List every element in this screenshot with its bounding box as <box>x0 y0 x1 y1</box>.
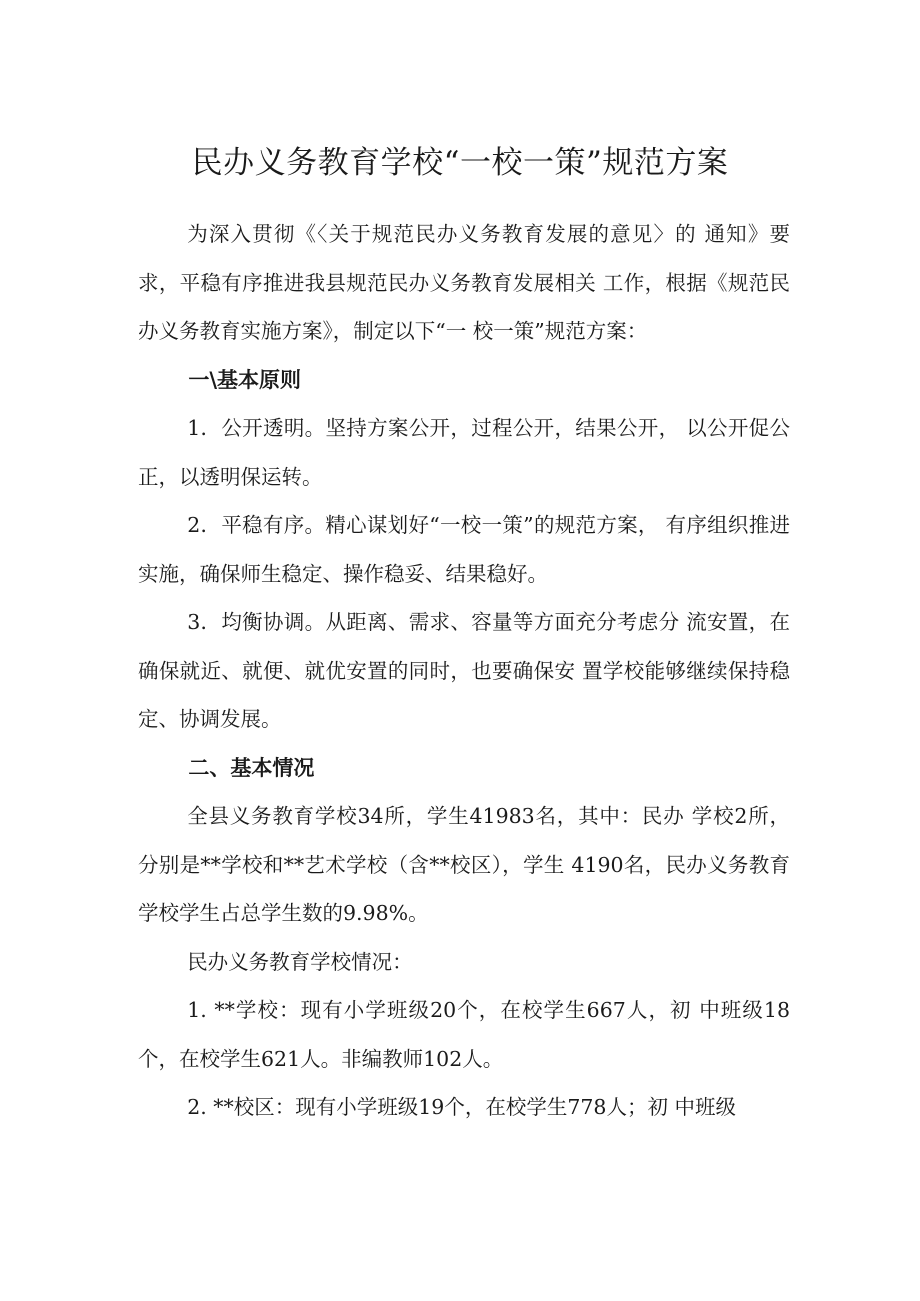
school-item: 1. **学校：现有小学班级20个，在校学生667人，初 中班级18个，在校学生621人。非编教师102人。 <box>138 998 790 1071</box>
situation-paragraph: 全县义务教育学校34所，学生41983名，其中：民办 学校2所，分别是**学校和**艺术学校（含**校区），学生 4190名，民办义务教育学校学生占总学生数的9.98%。 <box>138 804 790 925</box>
principle-item: 1．公开透明。坚持方案公开，过程公开，结果公开， 以公开促公正，以透明保运转。 <box>138 416 790 489</box>
principle-item: 3．均衡协调。从距离、需求、容量等方面充分考虑分 流安置，在确保就近、就便、就优安置的同时，也要确保安 置学校能够继续保持稳定、协调发展。 <box>138 610 790 731</box>
principle-item: 2．平稳有序。精心谋划好“一校一策”的规范方案， 有序组织推进实施，确保师生稳定、操作稳妥、结果稳好。 <box>138 513 790 586</box>
document-body <box>138 210 790 1132</box>
document-title: 民办义务教育学校“一校一策”规范方案 <box>191 145 729 181</box>
section-heading-basic-situation: 二、基本情况 <box>188 755 315 780</box>
school-item: 2. **校区：现有小学班级19个，在校学生778人；初 中班级 <box>187 1095 736 1119</box>
intro-paragraph: 为深入贯彻《〈关于规范民办义务教育发展的意见〉的 通知》要求，平稳有序推进我县规范民办义务教育发展相关 工作，根据《规范民办义务教育实施方案》，制定以下“一 校一策”规范方案： <box>138 222 790 343</box>
section-heading-basic-principles: 一\基本原则 <box>188 367 302 392</box>
situation-subheading: 民办义务教育学校情况： <box>187 949 413 974</box>
